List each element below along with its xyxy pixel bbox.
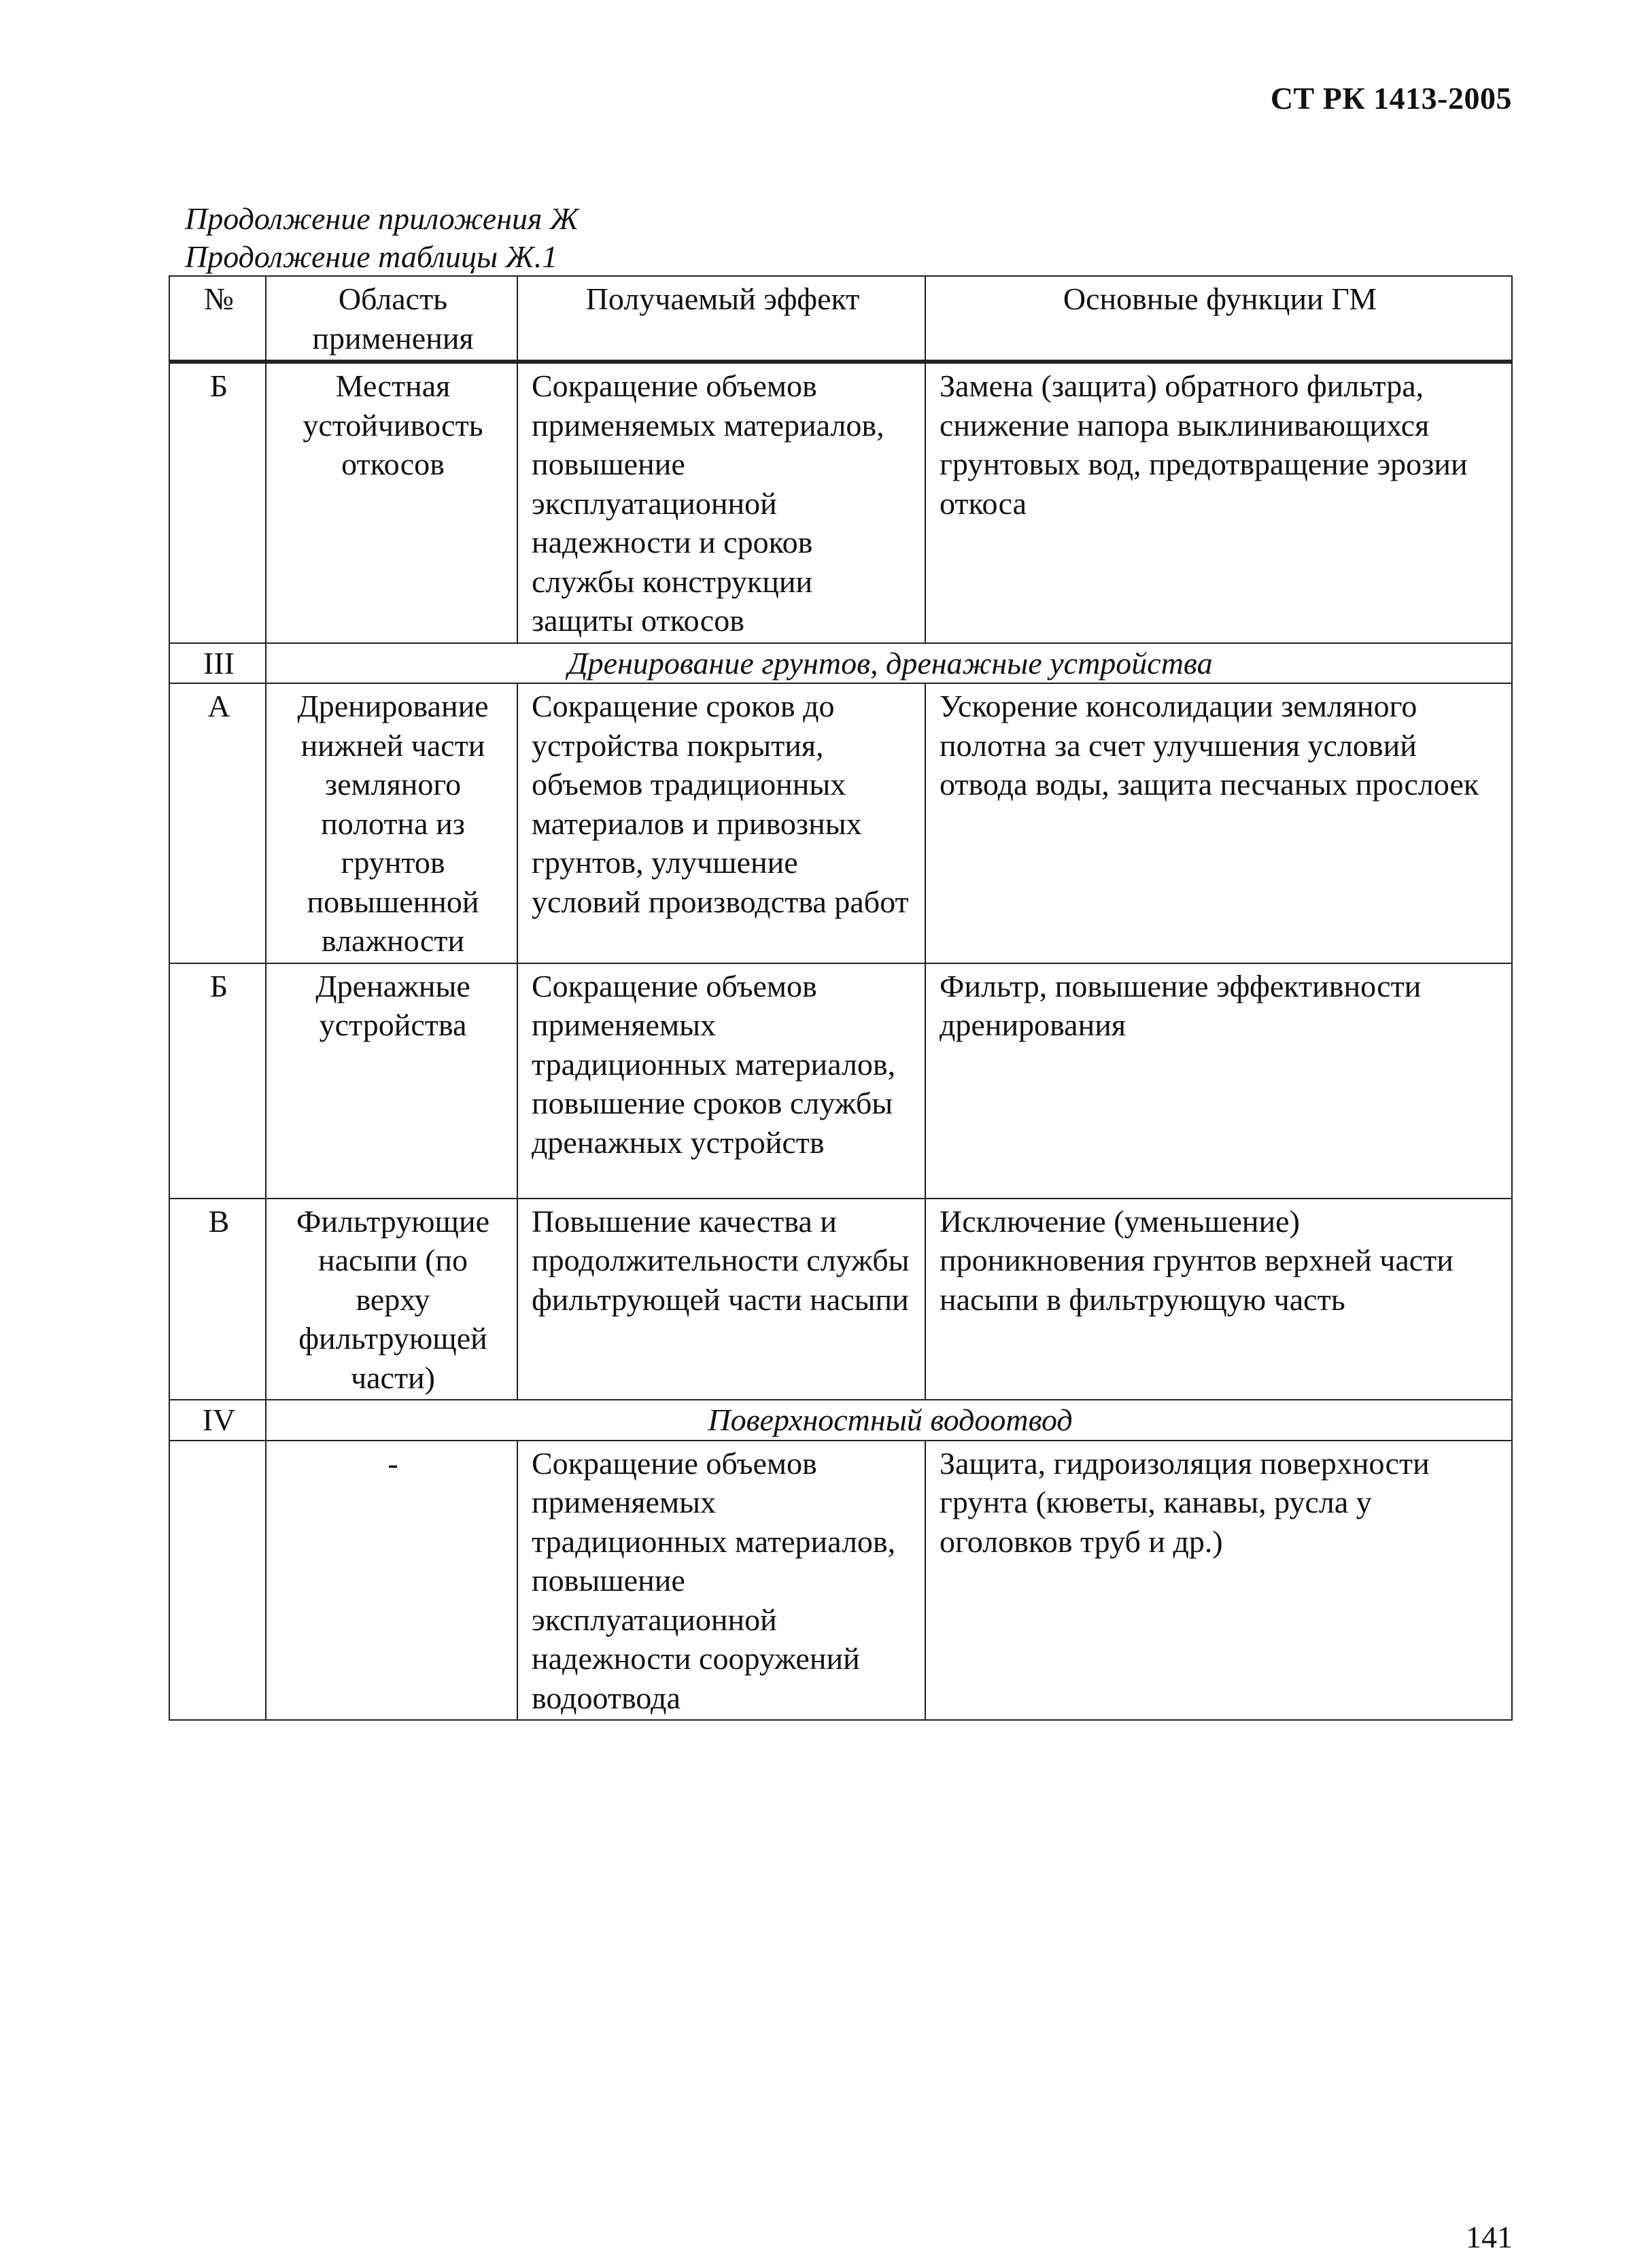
table-row — [169, 1441, 1512, 1721]
row-number: В — [169, 1199, 266, 1400]
section-title: Дренирование грунтов, дренажные устройства — [266, 643, 1512, 684]
page-number: 141 — [1466, 2220, 1513, 2254]
row-functions: Фильтр, повышение эффективности дренирования — [925, 963, 1512, 1199]
section-row — [169, 1400, 1512, 1441]
row-number: Б — [169, 963, 266, 1199]
section-number: III — [169, 643, 266, 684]
row-area: Дренирование нижней части земляного полотна из грунтов повышенной влажности — [266, 683, 517, 963]
table-row — [169, 1199, 1512, 1400]
row-area: - — [266, 1441, 517, 1721]
row-area: Местная устойчивость откосов — [266, 362, 517, 643]
table-row — [169, 683, 1512, 963]
column-header-functions: Основные функции ГМ — [925, 276, 1512, 362]
row-area: Фильтрующие насыпи (по верху фильтрующей части) — [266, 1199, 517, 1400]
row-effect: Сокращение объемов применяемых традиционных материалов, повышение сроков службы дренажных устройств — [517, 963, 925, 1199]
table-header-row — [169, 276, 1512, 362]
table-continuation-caption: Продолжение таблицы Ж.1 — [185, 239, 558, 274]
table-row — [169, 963, 1512, 1199]
geomaterials-table — [169, 275, 1513, 1721]
row-number: Б — [169, 362, 266, 643]
section-row — [169, 643, 1512, 684]
row-functions: Исключение (уменьшение) проникновения грунтов верхней части насыпи в фильтрующую часть — [925, 1199, 1512, 1400]
row-number — [169, 1441, 266, 1721]
row-number: А — [169, 683, 266, 963]
table-row — [169, 362, 1512, 643]
row-effect: Сокращение объемов применяемых традиционных материалов, повышение эксплуатационной надежности сооружений водоотвода — [517, 1441, 925, 1721]
column-header-number: № — [169, 276, 266, 362]
row-area: Дренажные устройства — [266, 963, 517, 1199]
column-header-effect: Получаемый эффект — [517, 276, 925, 362]
row-effect: Сокращение объемов применяемых материалов, повышение эксплуатационной надежности и сроков службы конструкции защиты откосов — [517, 362, 925, 643]
row-functions: Ускорение консолидации земляного полотна за счет улучшения условий отвода воды, защита песчаных прослоек — [925, 683, 1512, 963]
section-title: Поверхностный водоотвод — [266, 1400, 1512, 1441]
appendix-continuation-caption: Продолжение приложения Ж — [185, 201, 579, 236]
section-number: IV — [169, 1400, 266, 1441]
row-effect: Сокращение сроков до устройства покрытия, объемов традиционных материалов и привозных грунтов, улучшение условий производства работ — [517, 683, 925, 963]
column-header-area: Область применения — [266, 276, 517, 362]
row-functions: Защита, гидроизоляция поверхности грунта (кюветы, канавы, русла у оголовков труб и др.) — [925, 1441, 1512, 1721]
row-effect: Повышение качества и продолжительности службы фильтрующей части насыпи — [517, 1199, 925, 1400]
document-code: СТ РК 1413-2005 — [1270, 81, 1512, 116]
row-functions: Замена (защита) обратного фильтра, снижение напора выклинивающихся грунтовых вод, предотвращение эрозии откоса — [925, 362, 1512, 643]
